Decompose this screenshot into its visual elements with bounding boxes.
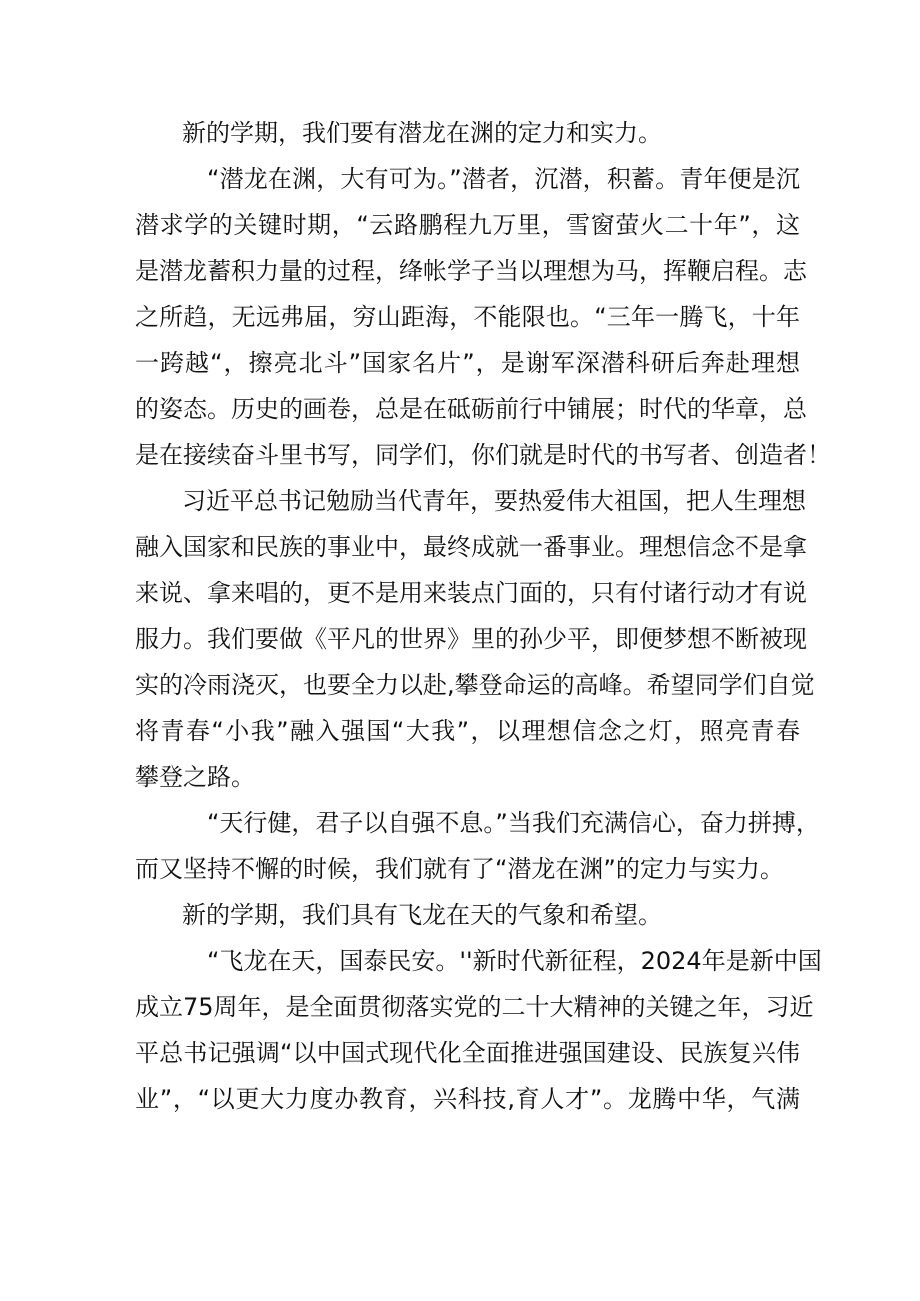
paragraph-line: 潜求学的关键时期，“云路鹏程九万里，雪窗萤火二十年”，这	[135, 211, 800, 239]
paragraph-line: “天行健，君子以自强不息。”当我们充满信心，奋力拼搏，	[207, 809, 820, 837]
paragraph-line: 新的学期，我们具有飞龙在天的气象和希望。	[182, 901, 662, 929]
paragraph-line: 实的冷雨浇灭，也要全力以赴,攀登命运的高峰。希望同学们自觉	[135, 671, 815, 699]
paragraph-feilong-body	[135, 938, 822, 1122]
paragraph-xi-ideals	[135, 478, 815, 800]
paragraph-line: 新的学期，我们要有潜龙在渊的定力和实力。	[182, 119, 662, 147]
paragraph-qianlong-heading	[135, 110, 800, 156]
paragraph-line: 融入国家和民族的事业中，最终成就一番事业。理想信念不是拿	[135, 533, 807, 561]
paragraph-line: 攀登之路。	[135, 763, 255, 791]
paragraph-line: 业”，“以更大力度办教育，兴科技,育人才”。龙腾中华，气满	[135, 1085, 800, 1113]
paragraph-line: 一跨越“，擦亮北斗”国家名片”，是谢军深潜科研后奔赴理想	[135, 349, 800, 377]
paragraph-line: 习近平总书记勉励当代青年，要热爱伟大祖国，把人生理想	[182, 487, 806, 515]
paragraph-tianxingjian	[135, 800, 820, 892]
paragraph-line: 成立75周年，是全面贯彻落实党的二十大精神的关键之年，习近	[135, 993, 814, 1021]
paragraph-line: 来说、拿来唱的，更不是用来装点门面的，只有付诸行动才有说	[135, 579, 807, 607]
paragraph-line: 是潜龙蓄积力量的过程，绛帐学子当以理想为马，挥鞭启程。志	[135, 257, 807, 285]
paragraph-line: “飞龙在天，国泰民安。''新时代新征程，2024年是新中国	[207, 947, 822, 975]
paragraph-qianlong-body	[135, 156, 831, 478]
paragraph-line: 而又坚持不懈的时候，我们就有了“潜龙在渊”的定力与实力。	[135, 855, 784, 883]
paragraph-line: 的姿态。历史的画卷，总是在砥砺前行中铺展；时代的华章，总	[135, 395, 807, 423]
paragraph-line: 平总书记强调“以中国式现代化全面推进强国建设、民族复兴伟	[135, 1039, 800, 1067]
paragraph-line: 服力。我们要做《平凡的世界》里的孙少平，即便梦想不断被现	[135, 625, 807, 653]
document-body	[135, 110, 831, 1122]
paragraph-line: 是在接续奋斗里书写，同学们，你们就是时代的书写者、创造者！	[135, 441, 831, 469]
paragraph-line: 将青春“小我”融入强国“大我”，以理想信念之灯，照亮青春	[135, 717, 800, 745]
paragraph-line: 之所趋，无远弗届，穷山距海，不能限也。“三年一腾飞，十年	[135, 303, 800, 331]
paragraph-line: “潜龙在渊，大有可为。”潜者，沉潜，积蓄。青年便是沉	[207, 165, 800, 193]
paragraph-feilong-heading	[135, 892, 800, 938]
